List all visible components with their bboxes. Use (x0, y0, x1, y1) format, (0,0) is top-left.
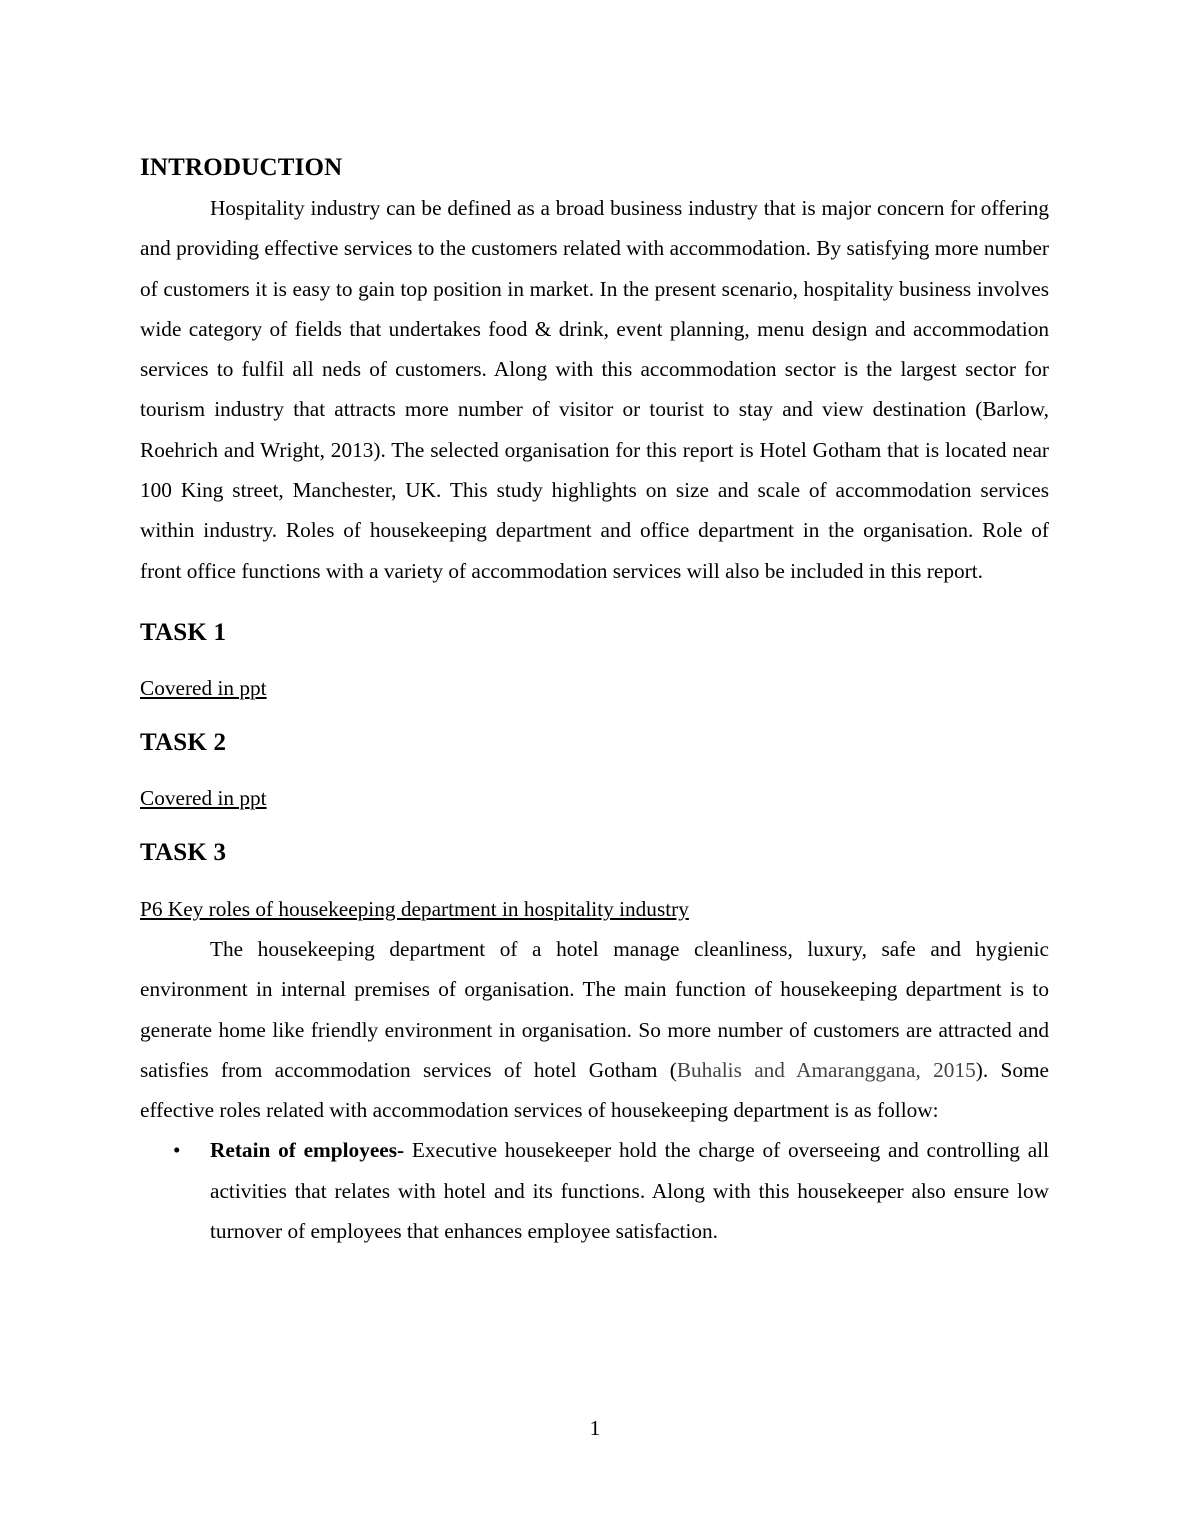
bullet-dot-icon: • (173, 1138, 181, 1163)
task3-heading: TASK 3 (140, 838, 227, 866)
task2-heading: TASK 2 (140, 728, 227, 756)
task3-bullet-list (140, 1130, 1049, 1251)
task3-paragraph-start: The housekeeping department of a hotel manage cleanliness, luxury, safe and hygienic environment in internal premises of organisation. The main function of housekeeping department is to generate home like friendly environment in organisation. So more number of customers are attracted and satisfies from accommodation services of hotel Gotham ( (140, 936, 1049, 1082)
task2-note: Covered in ppt (140, 785, 267, 810)
task3-paragraph (140, 929, 1049, 1130)
introduction-heading: INTRODUCTION (140, 154, 343, 181)
task1-note: Covered in ppt (140, 675, 267, 700)
page-number: 1 (589, 1416, 601, 1440)
task3-subheading: P6 Key roles of housekeeping department in hospitality industry (140, 896, 689, 921)
task3-paragraph-end: ). Some effective roles related with accommodation services of housekeeping department is as follow: (140, 1057, 1049, 1123)
task1-heading: TASK 1 (140, 618, 227, 646)
document-page (140, 148, 1049, 1251)
bullet-text: Executive housekeeper hold the charge of overseeing and controlling all activities that relates with hotel and its functions. Along with this housekeeper also ensure low turnover of employees that enhances employee satisfaction. (210, 1138, 1049, 1244)
task3-citation: Buhalis and Amaranggana, 2015 (676, 1057, 976, 1082)
bullet-item-retain-employees (140, 1130, 1049, 1251)
introduction-paragraph: Hospitality industry can be defined as a broad business industry that is major concern for offering and providing effective services to the customers related with accommodation. By satisfying more number of customers it is easy to gain top position in market. In the present scenario, hospitality business involves wide category of fields that undertakes food & drink, event planning, menu design and accommodation services to fulfil all neds of customers. Along with this accommodation sector is the largest sector for tourism industry that attracts more number of visitor or tourist to stay and view destination (Barlow, Roehrich and Wright, 2013). The selected organisation for this report is Hotel Gotham that is located near 100 King street, Manchester, UK. This study highlights on size and scale of accommodation services within industry. Roles of housekeeping department and office department in the organisation. Role of front office functions with a variety of accommodation services will also be included in this report. (140, 196, 1049, 583)
bullet-title: Retain of employees- (210, 1138, 405, 1163)
